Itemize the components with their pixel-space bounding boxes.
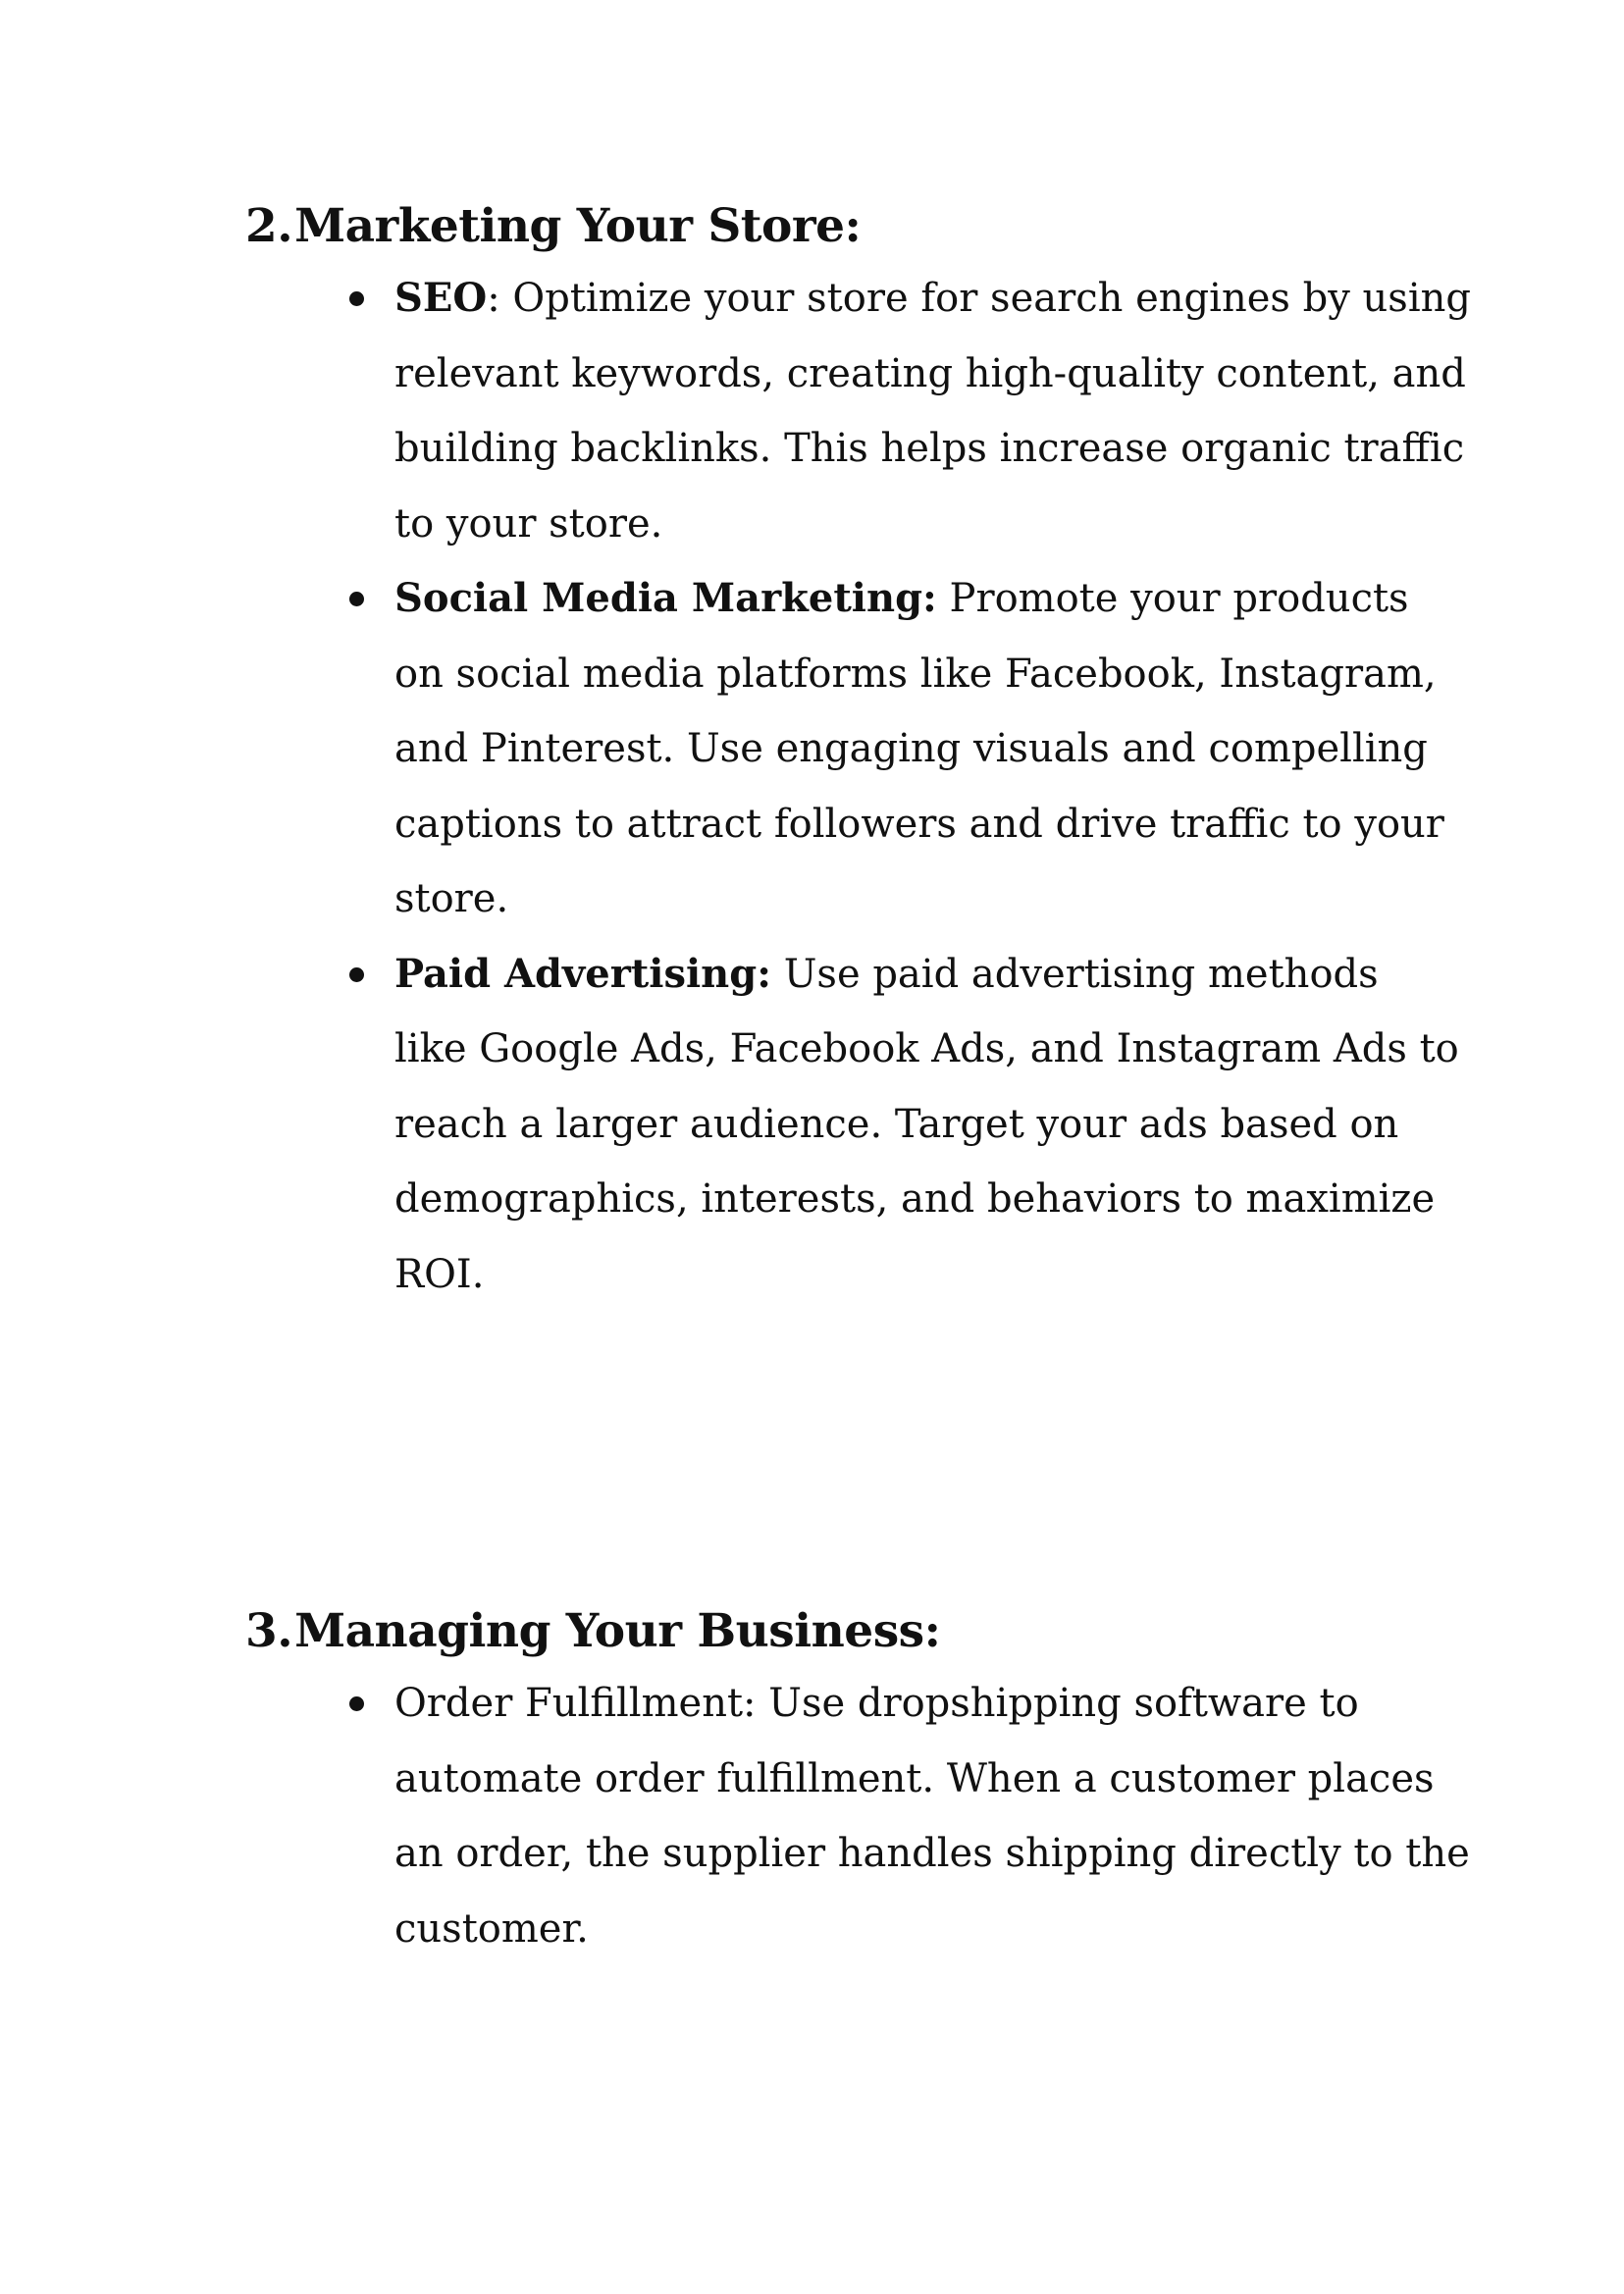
section-number: 2. xyxy=(245,199,293,253)
section-marketing xyxy=(245,192,1471,1312)
text-line: reach a larger audience. Target your ads based on xyxy=(394,1101,1399,1147)
section-heading xyxy=(245,1597,1452,1666)
bullet-dot-icon xyxy=(349,592,364,606)
list-item-paid-advertising xyxy=(394,937,1459,1313)
section-title: Marketing Your Store: xyxy=(294,199,862,253)
text-line xyxy=(394,261,1471,337)
text-line xyxy=(394,937,1452,1013)
text-line: captions to attract followers and drive traffic to your xyxy=(394,801,1444,847)
text-line: an order, the supplier handles shipping directly to the xyxy=(394,1831,1470,1876)
section-managing xyxy=(245,1597,1470,1966)
bullet-dot-icon xyxy=(349,1696,364,1711)
list-item-seo xyxy=(394,261,1471,561)
bullet-dot-icon xyxy=(349,291,364,306)
bullet-list xyxy=(245,1666,1470,1966)
text-line: store. xyxy=(394,876,509,921)
item-text: Use paid advertising methods xyxy=(770,951,1379,997)
text-line xyxy=(394,561,1452,637)
text-line: customer. xyxy=(394,1905,589,1952)
text-line: demographics, interests, and behaviors to maximize xyxy=(394,1176,1436,1222)
section-number: 3. xyxy=(245,1604,293,1658)
text-line: Order Fulfillment: Use dropshipping software to xyxy=(394,1681,1359,1726)
bullet-dot-icon xyxy=(349,967,364,982)
text-line: and Pinterest. Use engaging visuals and compelling xyxy=(394,726,1428,771)
list-item-order-fulfillment xyxy=(394,1666,1470,1966)
item-term: Social Media Marketing: xyxy=(394,575,937,621)
item-text: Optimize your store for search engines by using xyxy=(499,276,1471,321)
section-title: Managing Your Business: xyxy=(294,1604,941,1658)
text-line: like Google Ads, Facebook Ads, and Instagram Ads to xyxy=(394,1026,1459,1071)
item-term-separator: : xyxy=(487,276,500,321)
text-line: building backlinks. This helps increase organic traffic xyxy=(394,426,1465,471)
text-line: relevant keywords, creating high-quality content, and xyxy=(394,350,1466,396)
bullet-list xyxy=(245,261,1471,1312)
text-line: ROI. xyxy=(394,1251,485,1297)
text-line: to your store. xyxy=(394,500,663,547)
text-line: on social media platforms like Facebook, Instagram, xyxy=(394,651,1437,697)
section-heading xyxy=(245,192,1452,261)
item-term: SEO xyxy=(394,275,488,321)
item-term: Paid Advertising: xyxy=(394,950,771,997)
text-line: automate order fulfillment. When a customer places xyxy=(394,1755,1435,1801)
item-text: Promote your products xyxy=(936,576,1409,621)
list-item-social-media xyxy=(394,561,1452,937)
